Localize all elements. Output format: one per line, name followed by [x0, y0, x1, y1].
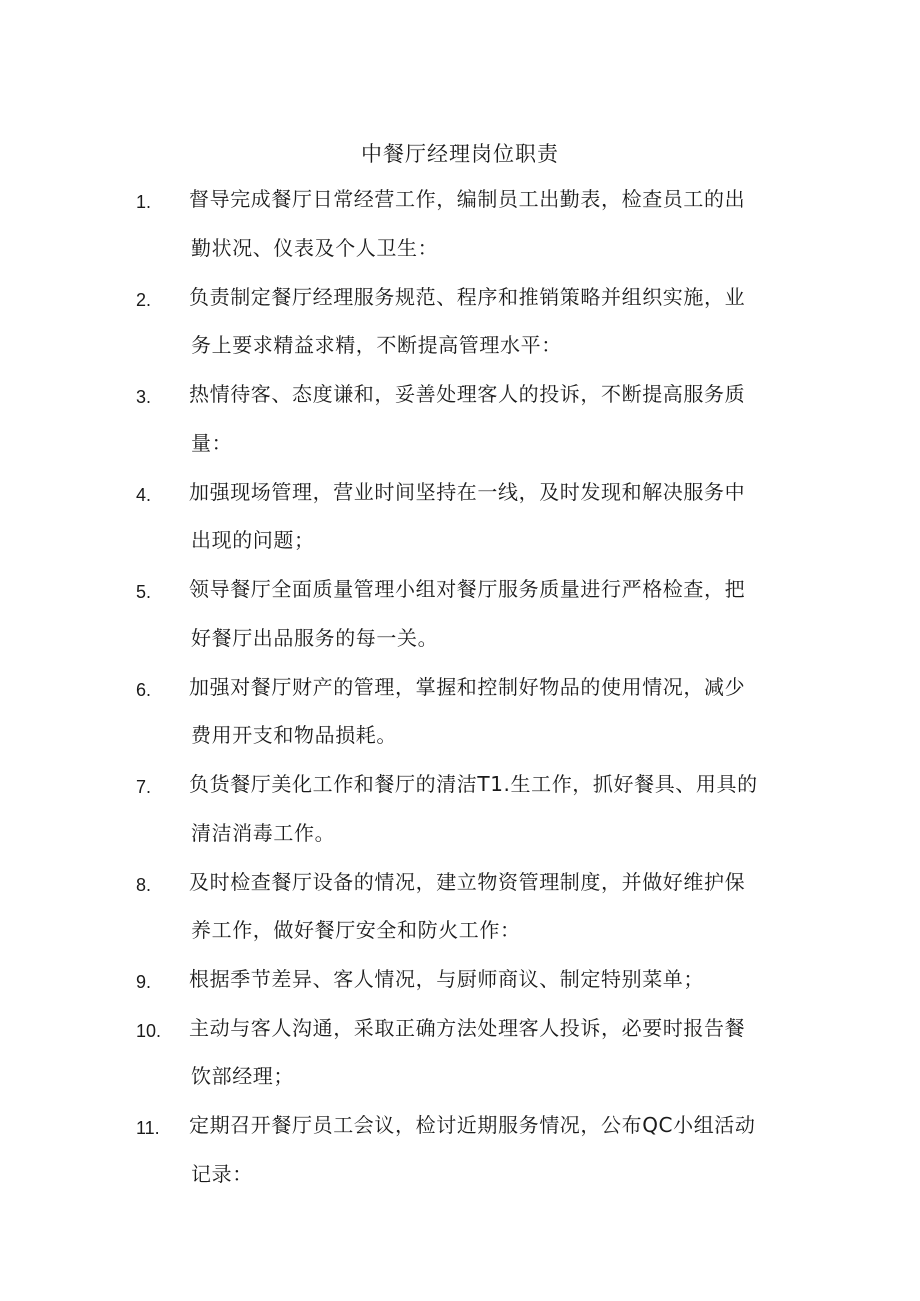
- duty-line-continued: 务上要求精益求精，不断提高管理水平：: [191, 333, 562, 357]
- duty-line: 热情待客、态度谦和，妥善处理客人的投诉，不断提高服务质: [189, 382, 746, 406]
- duty-number: 11.: [136, 1118, 160, 1138]
- duty-number: 8.: [136, 874, 152, 895]
- duty-line-continued: 量：: [191, 430, 233, 455]
- duty-number: 4.: [136, 484, 152, 505]
- duty-text: [189, 370, 789, 467]
- duty-item: [0, 477, 920, 575]
- duty-text: [189, 760, 789, 857]
- duty-line-continued: 养工作，做好餐厅安全和防火工作：: [191, 918, 521, 942]
- duty-line: 负货餐厅美化工作和餐厅的清洁T1.生工作，抓好餐具、用具的: [189, 772, 758, 796]
- document-title: 中餐厅经理岗位职责: [361, 142, 559, 166]
- duty-item: [0, 672, 920, 770]
- duty-item: [0, 574, 920, 672]
- duty-number: 3.: [136, 387, 152, 407]
- duty-text: [189, 1101, 789, 1198]
- duty-line-continued: 清洁消毒工作。: [191, 820, 336, 845]
- duty-text: [189, 273, 789, 370]
- duty-text: [189, 955, 789, 1004]
- duty-number: 1.: [136, 192, 152, 212]
- duty-line: 负责制定餐厅经理服务规范、程序和推销策略并组织实施，业: [189, 284, 746, 309]
- duty-number: 5.: [136, 582, 152, 602]
- duty-number: 10.: [136, 1020, 162, 1041]
- duty-item: [0, 1013, 920, 1111]
- duty-text: [189, 175, 789, 272]
- duty-line-continued: 费用开支和物品损耗。: [191, 723, 397, 747]
- duty-line: 加强现场管理，营业时间坚持在一线，及时发现和解决服务中: [189, 479, 746, 504]
- duty-number: 7.: [136, 777, 152, 797]
- duty-line-continued: 好餐厅出品服务的每一关。: [191, 625, 439, 650]
- duty-text: [189, 565, 789, 662]
- duty-item: [0, 1110, 920, 1208]
- duty-text: [189, 663, 789, 760]
- duty-item: [0, 282, 920, 380]
- duty-item: [0, 184, 920, 282]
- duty-text: [189, 858, 789, 955]
- duty-item: [0, 379, 920, 477]
- duty-number: 2.: [136, 289, 152, 310]
- duty-line: 主动与客人沟通，采取正确方法处理客人投诉，必要时报告餐: [189, 1015, 746, 1040]
- duty-list: [0, 184, 920, 1208]
- duty-number: 9.: [136, 972, 152, 992]
- duty-line: 及时检查餐厅设备的情况，建立物资管理制度，并做好维护保: [189, 869, 746, 894]
- duty-line-continued: 记录：: [191, 1161, 253, 1186]
- duty-line: 领导餐厅全面质量管理小组对餐厅服务质量进行严格检查，把: [189, 577, 746, 601]
- duty-line-continued: 勤状况、仪表及个人卫生：: [191, 235, 439, 260]
- duty-text: [189, 1004, 789, 1101]
- duty-number: 6.: [136, 679, 152, 700]
- duty-text: [189, 468, 789, 565]
- duty-line: 加强对餐厅财产的管理，掌握和控制好物品的使用情况，减少: [189, 674, 746, 699]
- duty-line-continued: 饮部经理；: [191, 1064, 294, 1088]
- duty-line: 定期召开餐厅员工会议，检讨近期服务情况，公布QC小组活动: [189, 1113, 756, 1137]
- duty-line-continued: 出现的问题；: [191, 528, 315, 552]
- duty-item: [0, 769, 920, 867]
- duty-line: 根据季节差异、客人情况，与厨师商议、制定特别菜单；: [189, 967, 704, 991]
- duty-line: 督导完成餐厅日常经营工作，编制员工出勤表，检查员工的出: [189, 187, 746, 211]
- duty-item: [0, 867, 920, 965]
